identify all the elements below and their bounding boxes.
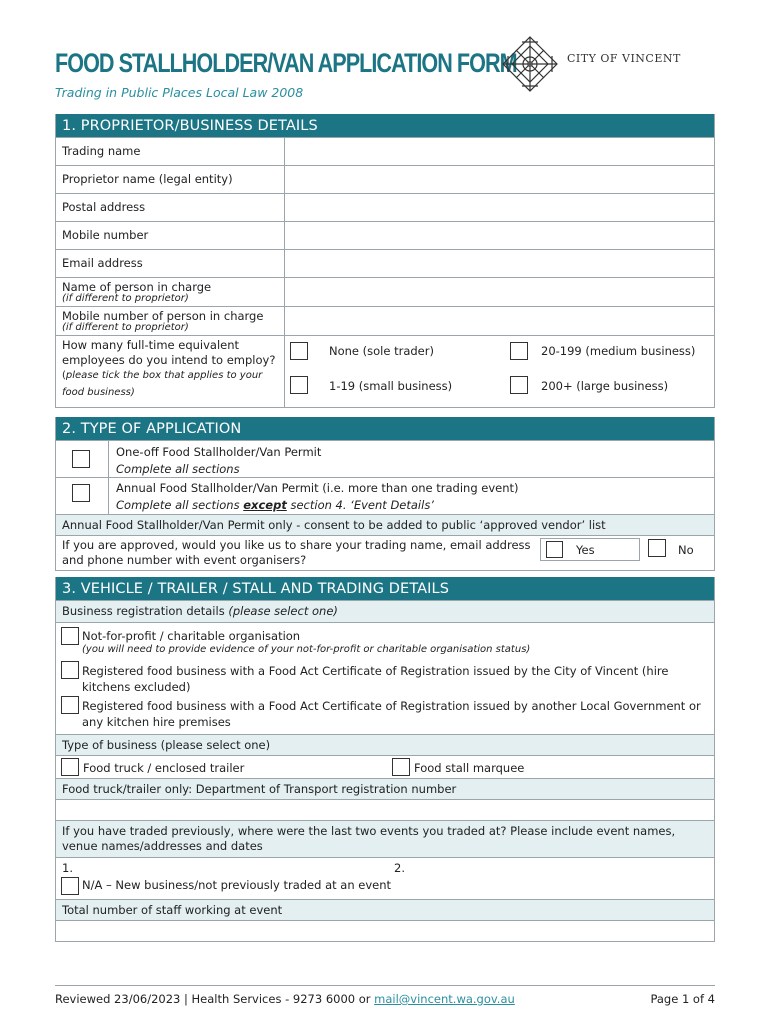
large-business-checkbox[interactable] — [510, 376, 528, 394]
employees-note: please tick the box that applies to your food business) — [62, 370, 263, 398]
postal-address-input[interactable] — [284, 194, 714, 221]
not-applicable-checkbox[interactable] — [61, 877, 79, 895]
registered-vincent-label: Registered food business with a Food Act Certificate of Registration issued by the City of Vincent (hire kitchens excluded) — [82, 664, 669, 694]
section-vehicle-trading — [55, 577, 715, 942]
food-truck-label: Food truck / enclosed trailer — [83, 761, 245, 775]
business-type-label: Type of business (please select one) — [62, 738, 271, 752]
previous-event-2-label: 2. — [394, 861, 405, 875]
registration-heading-row — [56, 600, 714, 622]
consent-heading-row — [56, 514, 714, 535]
previous-events-heading-row — [56, 820, 714, 857]
employees-options — [284, 336, 714, 407]
consent-no-checkbox[interactable] — [648, 539, 666, 557]
business-type-heading-row — [56, 734, 714, 755]
employees-question-block — [62, 338, 277, 400]
option-one-off — [56, 440, 714, 477]
annual-permit-label: Annual Food Stallholder/Van Permit (i.e. more than one trading event) — [116, 481, 519, 495]
consent-question-row — [56, 535, 714, 570]
not-for-profit-note: (you will need to provide evidence of your not-for-profit or charitable organisation status) — [82, 644, 531, 655]
postal-address-label: Postal address — [62, 200, 146, 214]
mobile-in-charge-note: (if different to proprietor) — [62, 322, 189, 333]
staff-count-input[interactable] — [56, 920, 714, 941]
city-logo-icon — [500, 34, 560, 94]
consent-question: If you are approved, would you like us to share your trading name, email address and phone number with event organisers? — [62, 538, 531, 567]
consent-yes-cell — [540, 538, 640, 561]
registration-label: Business registration details (please select one) — [62, 604, 338, 618]
registered-other-checkbox[interactable] — [61, 696, 79, 714]
employees-question: How many full-time equivalent employees do you intend to employ? — [62, 338, 276, 367]
section-3-heading: 3. VEHICLE / TRAILER / STALL AND TRADING DETAILS — [56, 577, 714, 600]
previous-events-inputs — [56, 857, 714, 899]
field-mobile-in-charge — [56, 306, 714, 335]
annual-divider — [108, 478, 109, 514]
email-address-input[interactable] — [284, 250, 714, 277]
large-business-label: 200+ (large business) — [541, 379, 669, 393]
staff-count-heading-row — [56, 899, 714, 920]
mobile-in-charge-input[interactable] — [284, 307, 714, 335]
mobile-number-label: Mobile number — [62, 228, 149, 242]
form-title: FOOD STALLHOLDER/VAN APPLICATION FORM — [55, 48, 517, 78]
field-mobile-number — [56, 221, 714, 249]
trading-name-input[interactable] — [284, 138, 714, 165]
option-annual — [56, 477, 714, 514]
none-sole-trader-checkbox[interactable] — [290, 342, 308, 360]
email-address-label: Email address — [62, 256, 143, 270]
annual-permit-checkbox[interactable] — [72, 484, 90, 502]
proprietor-name-label: Proprietor name (legal entity) — [62, 172, 233, 186]
not-for-profit-label: Not-for-profit / charitable organisation — [82, 629, 301, 643]
annual-permit-note: Complete all sections except section 4. ‘Event Details’ — [116, 498, 434, 512]
logo-text: CITY OF VINCENT — [567, 52, 681, 65]
employees-note-prefix: ( — [62, 370, 66, 381]
section-1-heading: 1. PROPRIETOR/BUSINESS DETAILS — [56, 114, 714, 137]
food-stall-marquee-checkbox[interactable] — [392, 758, 410, 776]
one-off-permit-checkbox[interactable] — [72, 450, 90, 468]
section-2-heading: 2. TYPE OF APPLICATION — [56, 417, 714, 440]
field-email-address — [56, 249, 714, 277]
medium-business-checkbox[interactable] — [510, 342, 528, 360]
field-proprietor-name — [56, 165, 714, 193]
staff-count-label: Total number of staff working at event — [62, 903, 283, 917]
one-off-permit-label: One-off Food Stallholder/Van Permit — [116, 445, 322, 459]
consent-yes-checkbox[interactable] — [546, 541, 563, 558]
dot-registration-label: Food truck/trailer only: Department of Transport registration number — [62, 782, 457, 796]
small-business-checkbox[interactable] — [290, 376, 308, 394]
form-header — [55, 48, 715, 108]
one-off-divider — [108, 441, 109, 477]
consent-heading: Annual Food Stallholder/Van Permit only - consent to be added to public ‘approved vendor’ list — [62, 518, 606, 532]
registered-vincent-checkbox[interactable] — [61, 661, 79, 679]
proprietor-name-input[interactable] — [284, 166, 714, 193]
consent-no-label: No — [678, 543, 694, 557]
dot-registration-input[interactable] — [56, 799, 714, 820]
section-application-type — [55, 417, 715, 571]
field-person-in-charge — [56, 277, 714, 306]
person-in-charge-input[interactable] — [284, 278, 714, 306]
dot-registration-heading-row — [56, 778, 714, 799]
footer-divider — [55, 985, 715, 986]
previous-events-label: If you have traded previously, where were the last two events you traded at? Please include event names, venue names/addresses and dates — [62, 824, 676, 853]
medium-business-label: 20-199 (medium business) — [541, 344, 696, 358]
person-in-charge-label: Name of person in charge — [62, 280, 212, 294]
mobile-number-input[interactable] — [284, 222, 714, 249]
none-sole-trader-label: None (sole trader) — [329, 344, 434, 358]
one-off-permit-note: Complete all sections — [116, 462, 240, 476]
person-in-charge-note: (if different to proprietor) — [62, 293, 189, 304]
mobile-in-charge-label: Mobile number of person in charge — [62, 309, 264, 323]
not-applicable-label: N/A – New business/not previously traded at an event — [82, 878, 392, 892]
not-for-profit-checkbox[interactable] — [61, 627, 79, 645]
section-proprietor — [55, 114, 715, 408]
food-stall-marquee-label: Food stall marquee — [414, 761, 525, 775]
footer-info: Reviewed 23/06/2023 | Health Services - 9273 6000 or mail@vincent.wa.gov.au — [55, 992, 515, 1006]
previous-event-1-label: 1. — [62, 861, 73, 875]
field-employees — [56, 335, 714, 407]
business-type-options — [56, 755, 714, 778]
footer-email-link[interactable]: mail@vincent.wa.gov.au — [374, 992, 515, 1006]
small-business-label: 1-19 (small business) — [329, 379, 453, 393]
registered-other-label: Registered food business with a Food Act Certificate of Registration issued by another Local Government or any kitchen hire premises — [82, 699, 701, 729]
field-postal-address — [56, 193, 714, 221]
form-subtitle: Trading in Public Places Local Law 2008 — [55, 85, 304, 100]
field-trading-name — [56, 137, 714, 165]
consent-yes-label: Yes — [576, 543, 595, 557]
registration-options — [56, 622, 714, 734]
page-number: Page 1 of 4 — [650, 992, 715, 1006]
trading-name-label: Trading name — [62, 144, 141, 158]
food-truck-checkbox[interactable] — [61, 758, 79, 776]
